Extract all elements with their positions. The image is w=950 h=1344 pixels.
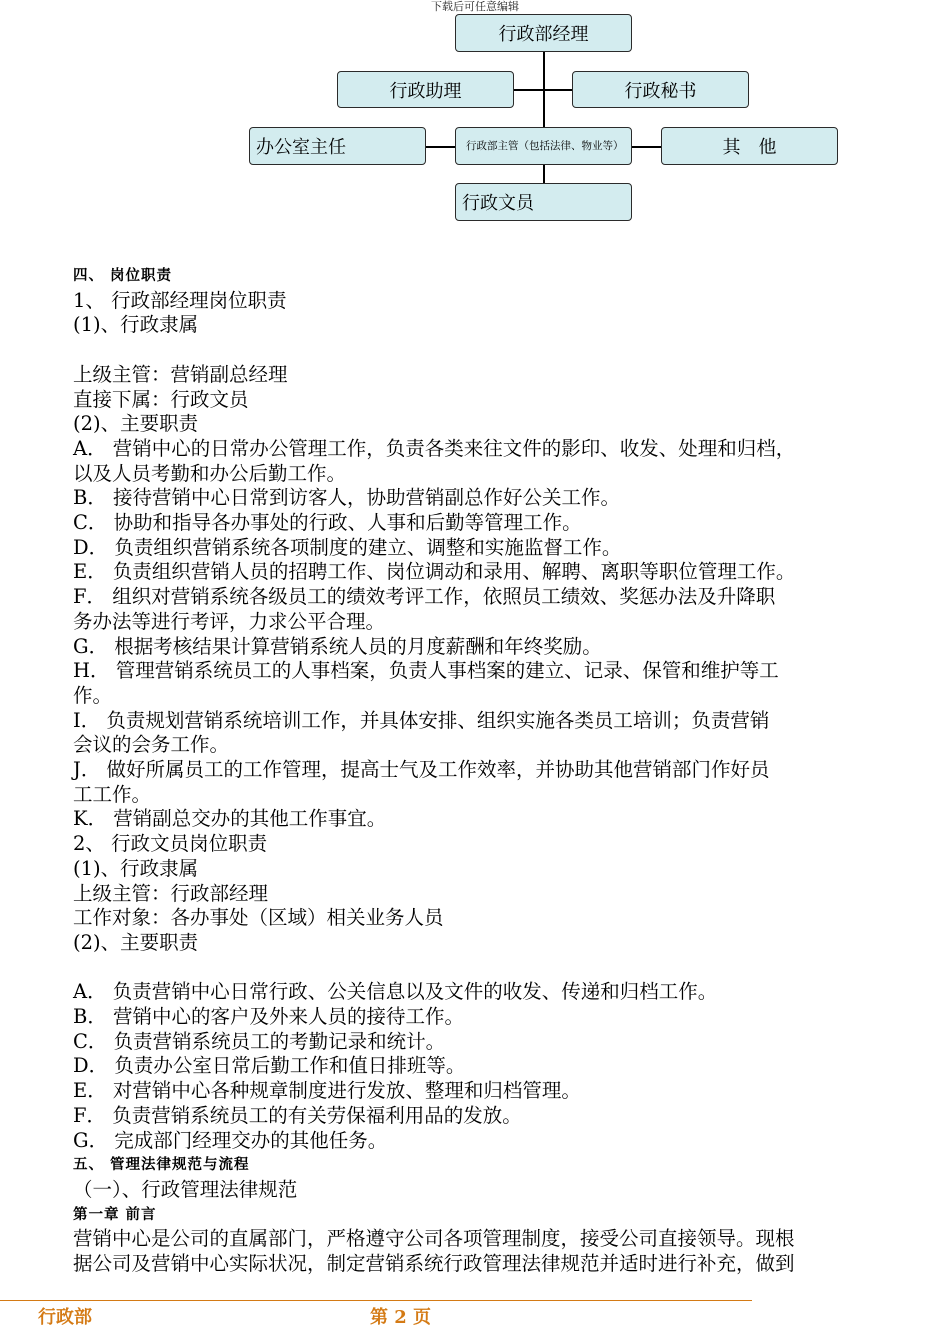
section-heading: 第一章 前言	[73, 1205, 157, 1223]
footer-department: 行政部	[38, 1307, 92, 1328]
footer-divider	[0, 1300, 752, 1301]
text-line: B． 营销中心的客户及外来人员的接待工作。	[73, 1005, 465, 1029]
text-line: A． 营销中心的日常办公管理工作，负责各类来往文件的影印、收发、处理和归档，	[73, 436, 796, 460]
text-line: 上级主管：营销副总经理	[73, 362, 288, 386]
text-line: 上级主管：行政部经理	[73, 881, 269, 905]
org-box-other: 其 他	[661, 127, 838, 165]
org-chart	[0, 0, 950, 240]
document-body	[73, 264, 913, 1277]
text-line: 作。	[73, 683, 113, 707]
text-line: I． 负责规划营销系统培训工作，并具体安排、组织实施各类员工培训；负责营销	[73, 708, 770, 732]
text-line: 工工作。	[73, 782, 152, 806]
text-line: D． 负责组织营销系统各项制度的建立、调整和实施监督工作。	[73, 535, 622, 559]
org-box-assistant: 行政助理	[337, 71, 514, 108]
footer-page-number: 第 2 页	[370, 1307, 432, 1328]
org-box-admin-supervisor: 行政部主管（包括法律、物业等）	[455, 127, 632, 165]
text-line: F． 组织对营销系统各级员工的绩效考评工作，依照员工绩效、奖惩办法及升降职	[73, 585, 776, 609]
text-line: A． 负责营销中心日常行政、公关信息以及文件的收发、传递和归档工作。	[73, 980, 718, 1004]
text-line: (1)、行政隶属	[73, 313, 199, 337]
watermark-text: 下载后可任意编辑	[431, 0, 519, 13]
org-box-secretary: 行政秘书	[572, 71, 749, 108]
text-line: E． 对营销中心各种规章制度进行发放、整理和归档管理。	[73, 1079, 581, 1103]
text-line: 务办法等进行考评，力求公平合理。	[73, 609, 386, 633]
text-line: J． 做好所属员工的工作管理，提高士气及工作效率，并协助其他营销部门作好员	[73, 758, 770, 782]
text-line: D． 负责办公室日常后勤工作和值日排班等。	[73, 1054, 466, 1078]
text-line: F． 负责营销系统员工的有关劳保福利用品的发放。	[73, 1103, 522, 1127]
text-line: (2)、主要职责	[73, 930, 199, 954]
text-line: C． 协助和指导各办事处的行政、人事和后勤等管理工作。	[73, 511, 582, 535]
text-line: 以及人员考勤和办公后勤工作。	[73, 461, 347, 485]
text-line: 2、 行政文员岗位职责	[73, 832, 268, 856]
text-line: (1)、行政隶属	[73, 856, 199, 880]
org-box-clerk: 行政文员	[455, 183, 632, 221]
text-line: 会议的会务工作。	[73, 733, 230, 757]
text-line: H． 管理营销系统员工的人事档案，负责人事档案的建立、记录、保管和维护等工	[73, 659, 779, 683]
text-line: K． 营销副总交办的其他工作事宜。	[73, 807, 387, 831]
text-line: 1、 行政部经理岗位职责	[73, 288, 287, 312]
text-line: G． 完成部门经理交办的其他任务。	[73, 1128, 388, 1152]
connector	[425, 146, 455, 148]
section-heading: 五、 管理法律规范与流程	[73, 1156, 250, 1174]
text-line: （一）、行政管理法律规范	[73, 1177, 298, 1201]
org-box-office-director: 办公室主任	[249, 127, 426, 165]
connector	[632, 146, 661, 148]
text-line: G． 根据考核结果计算营销系统人员的月度薪酬和年终奖励。	[73, 634, 602, 658]
section-heading: 四、 岗位职责	[73, 267, 173, 284]
text-line: 据公司及营销中心实际状况，制定营销系统行政管理法律规范并适时进行补充，做到	[73, 1252, 795, 1276]
text-line: E． 负责组织营销人员的招聘工作、岗位调动和录用、解聘、离职等职位管理工作。	[73, 560, 796, 584]
text-line: B． 接待营销中心日常到访客人，协助营销副总作好公关工作。	[73, 486, 621, 510]
text-line: (2)、主要职责	[73, 412, 199, 436]
text-line: 营销中心是公司的直属部门，严格遵守公司各项管理制度，接受公司直接领导。现根	[73, 1227, 795, 1251]
text-line: C． 负责营销系统员工的考勤记录和统计。	[73, 1029, 446, 1053]
text-line: 直接下属：行政文员	[73, 387, 249, 411]
text-line: 工作对象：各办事处（区域）相关业务人员	[73, 906, 444, 930]
blank-line	[73, 338, 913, 363]
connector	[514, 89, 572, 91]
blank-line	[73, 956, 913, 981]
org-box-manager: 行政部经理	[455, 14, 632, 52]
